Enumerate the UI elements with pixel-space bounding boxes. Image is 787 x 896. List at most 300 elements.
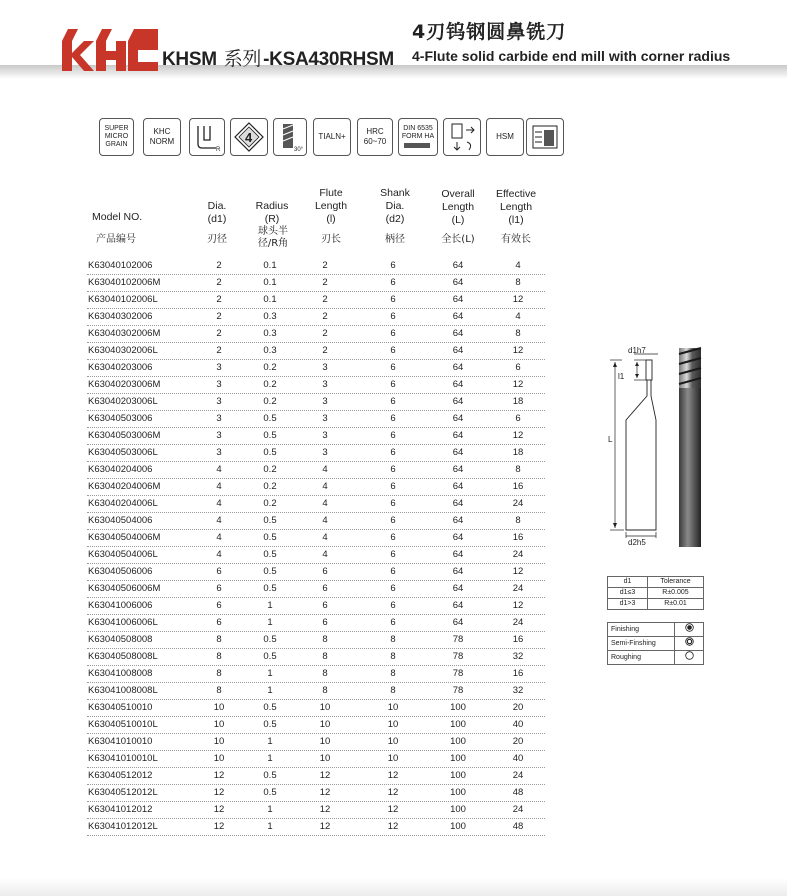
overall-length-cell: 100 [450, 804, 466, 815]
model-cell: K63040508008 [88, 634, 153, 645]
radius-cell: 1 [267, 668, 273, 679]
effective-length-cell: 8 [515, 515, 521, 526]
overall-length-cell: 64 [452, 379, 464, 390]
finishing-full-icon [675, 623, 704, 637]
flute-length-cell: 12 [319, 804, 331, 815]
effective-length-cell: 12 [512, 345, 524, 356]
shank-dia-cell: 6 [390, 328, 396, 339]
overall-length-cell: 64 [452, 583, 464, 594]
shank-dia-cell: 12 [387, 821, 399, 832]
overall-length-cell: 78 [452, 685, 464, 696]
header-shank-dia-zh: 柄径 [385, 234, 405, 245]
model-cell: K63040506006 [88, 566, 153, 577]
model-cell: K63040503006 [88, 413, 153, 424]
model-cell: K63040506006M [88, 583, 161, 594]
model-cell: K63040102006 [88, 260, 153, 271]
helix-glyph [275, 121, 305, 153]
footer-bar [0, 878, 787, 896]
overall-length-cell: 100 [450, 787, 466, 798]
model-cell: K63040512012 [88, 770, 153, 781]
overall-length-cell: 64 [452, 447, 464, 458]
model-cell: K63041006006 [88, 600, 153, 611]
dia-cell: 3 [216, 362, 222, 373]
model-cell: K63040508008L [88, 651, 158, 662]
radius-cell: 0.5 [263, 651, 277, 662]
effective-length-cell: 40 [512, 753, 524, 764]
overall-length-cell: 78 [452, 668, 464, 679]
effective-length-cell: 24 [512, 583, 524, 594]
overall-length-cell: 64 [452, 294, 464, 305]
radius-cell: 1 [267, 617, 273, 628]
hrc-badge: HRC 60~70 [357, 118, 393, 156]
dia-cell: 4 [216, 515, 222, 526]
table-row [87, 274, 545, 292]
tolerance-header [608, 577, 704, 588]
shank-dia-cell: 10 [387, 753, 399, 764]
table-row [87, 580, 545, 598]
flute-length-cell: 2 [322, 294, 328, 305]
model-cell: K63040510010 [88, 702, 153, 713]
helix-30-icon [273, 118, 307, 156]
shank-dia-cell: 8 [390, 668, 396, 679]
helix-angle-label: 30° [294, 147, 304, 153]
dia-cell: 8 [216, 668, 222, 679]
header-flute-length-zh: 刃长 [321, 234, 341, 245]
table-row [87, 546, 545, 564]
radius-cell: 0.3 [263, 311, 277, 322]
header-effective-length-zh: 有效长 [501, 234, 531, 245]
table-row [87, 478, 545, 496]
shank-dia-cell: 6 [390, 583, 396, 594]
flute-length-cell: 2 [322, 311, 328, 322]
header-radius-zh: 球头半 径/R角 [257, 226, 289, 249]
model-cell: K63041012012 [88, 804, 153, 815]
model-cell: K63040504006L [88, 549, 158, 560]
model-cell: K63040102006L [88, 294, 158, 305]
product-title-cn: 4刃钨钢圆鼻铣刀 [412, 21, 567, 43]
flute-length-cell: 10 [319, 719, 331, 730]
table-row [87, 597, 545, 615]
flute-length-cell: 8 [322, 668, 328, 679]
radius-cell: 0.5 [263, 515, 277, 526]
table-row [87, 444, 545, 462]
overall-length-cell: 64 [452, 430, 464, 441]
table-row [87, 461, 545, 479]
overall-length-cell: 100 [450, 702, 466, 713]
radius-cell: 0.3 [263, 345, 277, 356]
radius-cell: 0.5 [263, 566, 277, 577]
dia-cell: 2 [216, 277, 222, 288]
overall-length-cell: 64 [452, 464, 464, 475]
table-row [87, 716, 545, 734]
radius-cell: 0.5 [263, 583, 277, 594]
radius-cell: 0.5 [263, 702, 277, 713]
model-cell: K63041008008L [88, 685, 158, 696]
model-cell: K63040504006M [88, 532, 161, 543]
flute-length-cell: 10 [319, 753, 331, 764]
flute-count-label: 4 [245, 130, 253, 145]
table-row [87, 308, 545, 326]
dia-cell: 10 [213, 753, 225, 764]
overall-length-cell: 100 [450, 770, 466, 781]
table-row [87, 495, 545, 513]
effective-length-cell: 40 [512, 719, 524, 730]
dia-cell: 4 [216, 549, 222, 560]
radius-cell: 0.1 [263, 277, 277, 288]
radius-cell: 0.5 [263, 413, 277, 424]
table-row [87, 750, 545, 768]
effective-length-cell: 8 [515, 277, 521, 288]
effective-length-cell: 6 [515, 362, 521, 373]
table-row [87, 512, 545, 530]
model-cell: K63040302006L [88, 345, 158, 356]
dia-cell: 4 [216, 481, 222, 492]
radius-cell: 1 [267, 821, 273, 832]
shank-dia-cell: 6 [390, 413, 396, 424]
radius-cell: 1 [267, 600, 273, 611]
table-row [87, 325, 545, 343]
dia-cell: 8 [216, 651, 222, 662]
shank-dia-cell: 6 [390, 430, 396, 441]
effective-length-cell: 32 [512, 651, 524, 662]
flute-length-cell: 3 [322, 447, 328, 458]
effective-length-cell: 32 [512, 685, 524, 696]
dia-cell: 2 [216, 311, 222, 322]
flute-length-cell: 4 [322, 532, 328, 543]
dia-cell: 10 [213, 719, 225, 730]
radius-cell: 0.5 [263, 549, 277, 560]
dia-cell: 12 [213, 787, 225, 798]
flute-length-cell: 12 [319, 821, 331, 832]
model-cell: K63040203006L [88, 396, 158, 407]
model-cell: K63040204006 [88, 464, 153, 475]
model-cell: K63040203006 [88, 362, 153, 373]
flute-length-cell: 4 [322, 498, 328, 509]
flute-length-cell: 3 [322, 362, 328, 373]
dia-cell: 3 [216, 379, 222, 390]
model-cell: K63040504006 [88, 515, 153, 526]
model-cell: K63040204006L [88, 498, 158, 509]
overall-length-cell: 64 [452, 328, 464, 339]
effective-length-cell: 4 [515, 311, 521, 322]
model-cell: K63040302006M [88, 328, 161, 339]
model-cell: K63040503006L [88, 447, 158, 458]
shank-dia-cell: 8 [390, 634, 396, 645]
product-title-en: 4-Flute solid carbide end mill with corner radius [412, 48, 731, 64]
flute-length-cell: 12 [319, 787, 331, 798]
table-row [87, 410, 545, 428]
shank-dia-cell: 6 [390, 515, 396, 526]
table-row [87, 733, 545, 751]
tolerance-header-d1: d1 [608, 577, 648, 588]
four-flute-icon [230, 118, 268, 156]
overall-length-cell: 64 [452, 600, 464, 611]
shank-dia-cell: 12 [387, 787, 399, 798]
flute-length-cell: 3 [322, 396, 328, 407]
corner-radius-label: R [216, 147, 221, 152]
overall-length-cell: 64 [452, 532, 464, 543]
effective-length-cell: 16 [512, 634, 524, 645]
overall-length-cell: 64 [452, 396, 464, 407]
radius-cell: 1 [267, 804, 273, 815]
effective-length-cell: 12 [512, 566, 524, 577]
dia-cell: 2 [216, 260, 222, 271]
four-flute-glyph [233, 121, 265, 153]
table-row [87, 359, 545, 377]
label-d1: d1h7 [628, 346, 646, 355]
model-cell: K63040302006 [88, 311, 153, 322]
header-effective-length: Effective Length (l1) [495, 188, 537, 226]
roughing-label: Roughing [608, 651, 675, 665]
dia-cell: 6 [216, 583, 222, 594]
radius-cell: 0.3 [263, 328, 277, 339]
radius-cell: 0.2 [263, 396, 277, 407]
flute-length-cell: 6 [322, 617, 328, 628]
end-mill-diagram [594, 340, 714, 552]
shank-dia-cell: 6 [390, 447, 396, 458]
flute-length-cell: 6 [322, 583, 328, 594]
effective-length-cell: 6 [515, 413, 521, 424]
tolerance-row: d1≤3 R±0.005 [608, 588, 704, 599]
table-row [87, 563, 545, 581]
header-flute-length: Flute Length (l) [314, 187, 348, 225]
effective-length-cell: 12 [512, 379, 524, 390]
tialn-coating-badge: TIALN+ [313, 118, 351, 156]
table-row [87, 665, 545, 683]
model-cell: K63040203006M [88, 379, 161, 390]
table-row [87, 376, 545, 394]
radius-cell: 0.2 [263, 481, 277, 492]
dia-cell: 6 [216, 617, 222, 628]
overall-length-cell: 100 [450, 821, 466, 832]
effective-length-cell: 16 [512, 481, 524, 492]
shank-dia-cell: 6 [390, 345, 396, 356]
effective-length-cell: 4 [515, 260, 521, 271]
din-form-badge: DIN 6535 FORM HA [398, 118, 438, 156]
finishing-table [607, 622, 704, 665]
effective-length-cell: 24 [512, 770, 524, 781]
effective-length-cell: 16 [512, 532, 524, 543]
overall-length-cell: 64 [452, 311, 464, 322]
finishing-row [608, 637, 704, 651]
flute-length-cell: 4 [322, 515, 328, 526]
dia-cell: 6 [216, 566, 222, 577]
dia-cell: 12 [213, 770, 225, 781]
shank-dia-cell: 6 [390, 481, 396, 492]
shank-dia-cell: 6 [390, 379, 396, 390]
dia-cell: 8 [216, 685, 222, 696]
table-row [87, 682, 545, 700]
table-row [87, 342, 545, 360]
effective-length-cell: 12 [512, 600, 524, 611]
shank-dia-cell: 6 [390, 498, 396, 509]
radius-cell: 1 [267, 685, 273, 696]
table-row [87, 257, 545, 275]
shank-dia-cell: 10 [387, 719, 399, 730]
radius-cell: 0.2 [263, 379, 277, 390]
shank-dia-cell: 6 [390, 549, 396, 560]
shank-dia-cell: 10 [387, 736, 399, 747]
model-cell: K63041012012L [88, 821, 158, 832]
finishing-none-icon [675, 651, 704, 665]
corner-radius-glyph [192, 122, 222, 152]
radius-cell: 0.5 [263, 447, 277, 458]
tool-outline [626, 360, 656, 530]
dia-cell: 8 [216, 634, 222, 645]
label-L: L [608, 435, 613, 444]
flute-length-cell: 3 [322, 379, 328, 390]
model-cell: K63041008008 [88, 668, 153, 679]
effective-length-cell: 8 [515, 464, 521, 475]
effective-length-cell: 24 [512, 498, 524, 509]
header-shank-dia: Shank Dia. (d2) [380, 187, 410, 225]
table-row [87, 784, 545, 802]
shank-dia-cell: 6 [390, 600, 396, 611]
table-row [87, 614, 545, 632]
effective-length-cell: 48 [512, 787, 524, 798]
flute-length-cell: 4 [322, 464, 328, 475]
radius-cell: 0.1 [263, 260, 277, 271]
shank-glyph [403, 141, 433, 149]
flute-length-cell: 3 [322, 430, 328, 441]
model-cell: K63041006006L [88, 617, 158, 628]
shank-dia-cell: 10 [387, 702, 399, 713]
header-overall-length-zh: 全长(L) [441, 234, 475, 245]
flute-length-cell: 8 [322, 634, 328, 645]
table-row [87, 767, 545, 785]
dia-cell: 12 [213, 821, 225, 832]
shank-dia-cell: 6 [390, 294, 396, 305]
flute-length-cell: 4 [322, 549, 328, 560]
label-l1: l1 [618, 372, 625, 381]
overall-length-cell: 78 [452, 651, 464, 662]
corner-radius-icon [189, 118, 225, 156]
effective-length-cell: 12 [512, 294, 524, 305]
flute-length-cell: 10 [319, 736, 331, 747]
dia-cell: 12 [213, 804, 225, 815]
dia-cell: 3 [216, 413, 222, 424]
header-dia-zh: 刃径 [207, 234, 227, 245]
flute-length-cell: 2 [322, 260, 328, 271]
finishing-row [608, 623, 704, 637]
model-cell: K63041010010L [88, 753, 158, 764]
radius-cell: 1 [267, 736, 273, 747]
machining-glyph [530, 122, 560, 152]
overall-length-cell: 64 [452, 277, 464, 288]
dia-cell: 4 [216, 498, 222, 509]
header-radius: Radius (R) [255, 200, 289, 225]
flute-length-cell: 2 [322, 277, 328, 288]
overall-length-cell: 64 [452, 260, 464, 271]
dia-cell: 2 [216, 345, 222, 356]
effective-length-cell: 48 [512, 821, 524, 832]
effective-length-cell: 18 [512, 447, 524, 458]
flute-length-cell: 6 [322, 600, 328, 611]
overall-length-cell: 64 [452, 413, 464, 424]
header-overall-length: Overall Length (L) [441, 188, 475, 226]
radius-cell: 0.5 [263, 719, 277, 730]
effective-length-cell: 24 [512, 617, 524, 628]
overall-length-cell: 64 [452, 549, 464, 560]
flute-length-cell: 3 [322, 413, 328, 424]
shank-dia-cell: 12 [387, 770, 399, 781]
dia-cell: 10 [213, 702, 225, 713]
machining-icon [526, 118, 564, 156]
shank-dia-cell: 8 [390, 651, 396, 662]
khc-logo [62, 27, 158, 72]
plunge-direction-icon [443, 118, 481, 156]
header-dia: Dia. (d1) [207, 200, 227, 225]
overall-length-cell: 64 [452, 345, 464, 356]
flute-length-cell: 2 [322, 345, 328, 356]
overall-length-cell: 100 [450, 736, 466, 747]
shank-dia-cell: 6 [390, 566, 396, 577]
radius-cell: 0.5 [263, 634, 277, 645]
shank-dia-cell: 12 [387, 804, 399, 815]
flute-length-cell: 4 [322, 481, 328, 492]
flute-length-cell: 8 [322, 685, 328, 696]
overall-length-cell: 64 [452, 617, 464, 628]
effective-length-cell: 20 [512, 702, 524, 713]
overall-length-cell: 100 [450, 719, 466, 730]
effective-length-cell: 8 [515, 328, 521, 339]
effective-length-cell: 16 [512, 668, 524, 679]
shank-dia-cell: 6 [390, 362, 396, 373]
model-cell: K63040102006M [88, 277, 161, 288]
dia-cell: 6 [216, 600, 222, 611]
label-d2: d2h5 [628, 538, 646, 547]
table-row [87, 648, 545, 666]
overall-length-cell: 78 [452, 634, 464, 645]
shank-dia-cell: 8 [390, 685, 396, 696]
radius-cell: 0.1 [263, 294, 277, 305]
overall-length-cell: 64 [452, 515, 464, 526]
radius-cell: 0.2 [263, 464, 277, 475]
semi-finishing-label: Semi-Finshing [608, 637, 675, 651]
plunge-glyph [445, 120, 479, 154]
table-row [87, 393, 545, 411]
flute-length-cell: 2 [322, 328, 328, 339]
tolerance-table [607, 576, 704, 610]
dia-cell: 3 [216, 396, 222, 407]
table-row [87, 801, 545, 819]
dia-cell: 4 [216, 464, 222, 475]
overall-length-cell: 64 [452, 566, 464, 577]
table-row [87, 818, 545, 836]
radius-cell: 0.5 [263, 532, 277, 543]
effective-length-cell: 24 [512, 549, 524, 560]
flute-length-cell: 10 [319, 702, 331, 713]
super-micro-grain-badge: SUPER MICRO GRAIN [99, 118, 134, 156]
dia-cell: 3 [216, 430, 222, 441]
table-row [87, 427, 545, 445]
shank-dia-cell: 6 [390, 396, 396, 407]
hsm-badge: HSM [486, 118, 524, 156]
flute-length-cell: 8 [322, 651, 328, 662]
dia-cell: 10 [213, 736, 225, 747]
table-row [87, 631, 545, 649]
radius-cell: 0.5 [263, 430, 277, 441]
khc-norm-badge: KHC NORM [143, 118, 181, 156]
shank-dia-cell: 6 [390, 260, 396, 271]
finishing-row [608, 651, 704, 665]
shank-dia-cell: 6 [390, 277, 396, 288]
overall-length-cell: 64 [452, 362, 464, 373]
flute-length-cell: 12 [319, 770, 331, 781]
shank-dia-cell: 6 [390, 464, 396, 475]
radius-cell: 0.5 [263, 787, 277, 798]
overall-length-cell: 64 [452, 481, 464, 492]
